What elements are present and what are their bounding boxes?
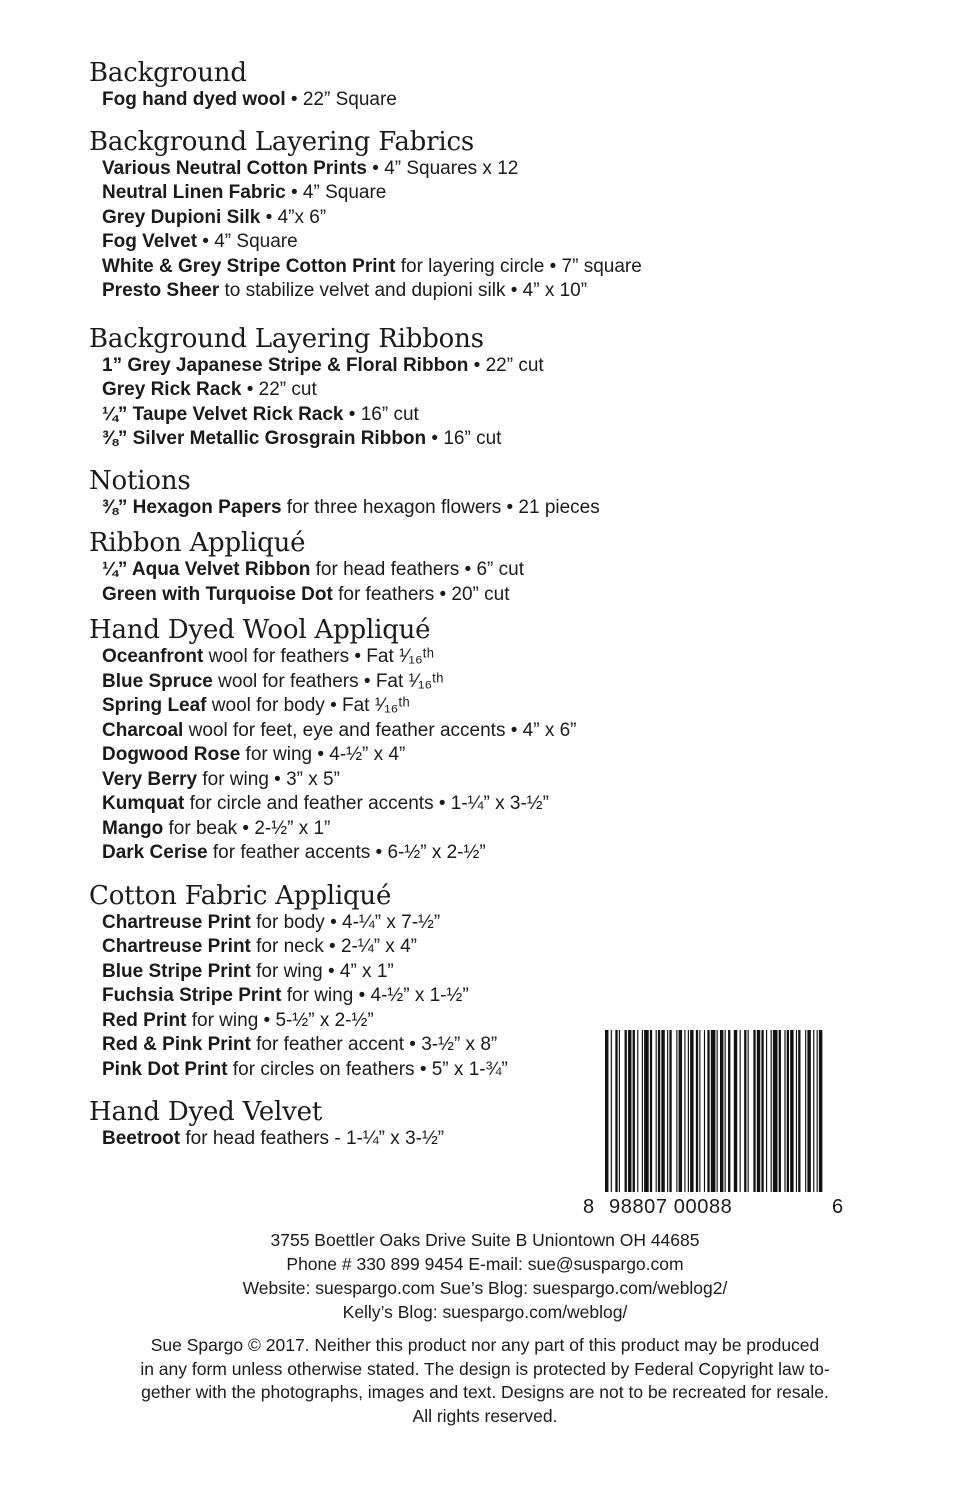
material-detail: for wing • 3” x 5” <box>197 768 340 790</box>
section-title: Hand Dyed Wool Appliqué <box>89 615 431 645</box>
material-detail: for neck • 2-¼” x 4” <box>250 936 417 957</box>
material-detail: for wing • 4-½” x 1-½” <box>281 985 469 1006</box>
material-item <box>89 743 849 768</box>
material-name: Blue Stripe Print <box>102 960 251 982</box>
material-item <box>89 206 849 231</box>
material-detail: wool for feet, eye and feather accents • 4” x 6” <box>183 719 577 741</box>
material-detail: • 16” cut <box>343 403 419 425</box>
material-name: ¼” Taupe Velvet Rick Rack <box>102 403 344 425</box>
material-detail: for wing • 5-½” x 2-½” <box>186 1009 374 1031</box>
material-name: Beetroot <box>102 1128 181 1149</box>
contact-info <box>0 1228 970 1324</box>
material-detail: • 22” cut <box>468 354 544 376</box>
material-item <box>89 911 849 936</box>
material-name: Grey Rick Rack <box>102 379 242 400</box>
material-detail: • 4” Square <box>285 182 387 203</box>
section-title: Background <box>89 58 247 88</box>
material-item <box>89 670 849 695</box>
material-item <box>89 255 849 280</box>
material-item <box>89 841 849 866</box>
material-name: ⅜” Hexagon Papers <box>102 496 282 518</box>
section-title: Background Layering Ribbons <box>89 323 484 354</box>
barcode-first-digit: 8 <box>583 1196 595 1218</box>
material-detail: for head feathers • 6” cut <box>310 559 525 580</box>
section-title: Ribbon Appliqué <box>89 528 306 558</box>
material-item <box>89 558 849 583</box>
material-detail: for feather accent • 3-½” x 8” <box>250 1034 498 1055</box>
material-detail: wool for feathers • Fat ¹⁄₁₆ᵗʰ <box>212 670 444 692</box>
section-title: Cotton Fabric Appliqué <box>89 880 392 911</box>
material-name: Very Berry <box>102 768 198 790</box>
material-detail: • 4” Squares x 12 <box>366 157 519 179</box>
barcode-last-digit: 6 <box>832 1196 844 1218</box>
material-name: Spring Leaf <box>102 695 207 716</box>
section-background <box>89 58 849 113</box>
copyright-line: gether with the photographs, images and text. Designs are not to be recreated for resale. <box>141 1382 829 1402</box>
material-item <box>89 427 849 452</box>
material-detail: wool for feathers • Fat ¹⁄₁₆ᵗʰ <box>203 646 435 667</box>
material-item <box>89 230 849 255</box>
kelly-blog-line: Kelly’s Blog: suespargo.com/weblog/ <box>342 1302 628 1322</box>
material-name: Chartreuse Print <box>102 911 251 933</box>
material-detail: wool for body • Fat ¹⁄₁₆ᵗʰ <box>206 695 410 716</box>
material-detail: to stabilize velvet and dupioni silk • 4” x 10” <box>219 280 588 301</box>
material-item <box>89 88 849 113</box>
material-detail: for beak • 2-½” x 1” <box>163 817 331 839</box>
material-name: Dogwood Rose <box>102 744 241 765</box>
material-detail: for layering circle • 7” square <box>395 255 642 277</box>
barcode-bars <box>605 1030 823 1192</box>
material-detail: for feathers • 20” cut <box>332 583 510 605</box>
material-detail: for body • 4-¼” x 7-½” <box>250 911 441 933</box>
copyright-notice <box>90 1334 880 1428</box>
material-name: Fog Velvet <box>102 231 198 252</box>
material-item <box>89 583 849 608</box>
material-item <box>89 279 849 304</box>
phone-email-line: Phone # 330 899 9454 E-mail: sue@suspargo.com <box>286 1254 684 1274</box>
material-name: Chartreuse Print <box>102 936 251 957</box>
material-detail: for circles on feathers • 5” x 1-¾” <box>227 1058 508 1080</box>
section-background-layering-fabrics <box>89 127 849 304</box>
material-name: Blue Spruce <box>102 670 213 692</box>
material-name: Presto Sheer <box>102 280 220 301</box>
material-item <box>89 181 849 206</box>
material-item <box>89 354 849 379</box>
material-name: White & Grey Stripe Cotton Print <box>102 255 396 277</box>
material-name: Kumquat <box>102 793 185 814</box>
material-name: Charcoal <box>102 719 184 741</box>
material-name: Green with Turquoise Dot <box>102 583 333 605</box>
section-hand-dyed-wool-applique <box>89 615 849 866</box>
material-name: ¼” Aqua Velvet Ribbon <box>102 559 311 580</box>
material-item <box>89 645 849 670</box>
material-item <box>89 817 849 842</box>
material-detail: for circle and feather accents • 1-¼” x 3-½” <box>184 793 549 814</box>
material-item <box>89 157 849 182</box>
material-name: Mango <box>102 817 164 839</box>
copyright-line: All rights reserved. <box>412 1405 558 1426</box>
upc-barcode <box>583 1030 848 1225</box>
material-name: Red & Pink Print <box>102 1034 251 1055</box>
material-item <box>89 960 849 985</box>
material-name: Dark Cerise <box>102 842 208 863</box>
materials-list <box>89 58 849 1152</box>
section-title: Hand Dyed Velvet <box>89 1097 323 1127</box>
copyright-line: in any form unless otherwise stated. The design is protected by Federal Copyright law to- <box>140 1358 830 1379</box>
website-blog-line: Website: suespargo.com Sue’s Blog: suespargo.com/weblog2/ <box>242 1278 728 1298</box>
material-item <box>89 378 849 403</box>
material-detail: • 4” Square <box>197 231 298 252</box>
address-line: 3755 Boettler Oaks Drive Suite B Uniontown OH 44685 <box>270 1230 700 1250</box>
material-item <box>89 694 849 719</box>
material-name: Red Print <box>102 1009 187 1031</box>
section-background-layering-ribbons <box>89 324 849 452</box>
material-name: ⅜” Silver Metallic Grosgrain Ribbon <box>102 428 427 449</box>
material-detail: for wing • 4-½” x 4” <box>240 744 406 765</box>
material-item <box>89 768 849 793</box>
copyright-line: Sue Spargo © 2017. Neither this product nor any part of this product may be produced <box>150 1335 820 1355</box>
material-name: Oceanfront <box>102 646 204 667</box>
material-name: 1” Grey Japanese Stripe & Floral Ribbon <box>102 354 469 376</box>
section-title: Background Layering Fabrics <box>89 126 474 157</box>
material-detail: for three hexagon flowers • 21 pieces <box>281 496 600 518</box>
material-item <box>89 792 849 817</box>
material-detail: for head feathers - 1-¼” x 3-½” <box>180 1128 445 1149</box>
material-detail: • 16” cut <box>426 428 502 449</box>
material-item <box>89 496 849 521</box>
material-detail: for wing • 4” x 1” <box>250 960 394 982</box>
section-title: Notions <box>89 465 191 496</box>
section-notions <box>89 466 849 521</box>
material-name: Fog hand dyed wool <box>102 89 286 110</box>
material-name: Neutral Linen Fabric <box>102 182 286 203</box>
material-name: Grey Dupioni Silk <box>102 206 261 228</box>
material-item <box>89 719 849 744</box>
material-detail: for feather accents • 6-½” x 2-½” <box>207 842 486 863</box>
material-detail: • 4”x 6” <box>260 206 327 228</box>
material-name: Pink Dot Print <box>102 1058 228 1080</box>
material-item <box>89 984 849 1009</box>
material-name: Various Neutral Cotton Prints <box>102 157 367 179</box>
material-detail: • 22” cut <box>241 379 317 400</box>
material-item <box>89 935 849 960</box>
material-detail: • 22” Square <box>285 89 397 110</box>
material-item <box>89 403 849 428</box>
barcode-middle-digits: 98807 00088 <box>609 1196 733 1218</box>
section-ribbon-applique <box>89 528 849 607</box>
material-name: Fuchsia Stripe Print <box>102 985 282 1006</box>
